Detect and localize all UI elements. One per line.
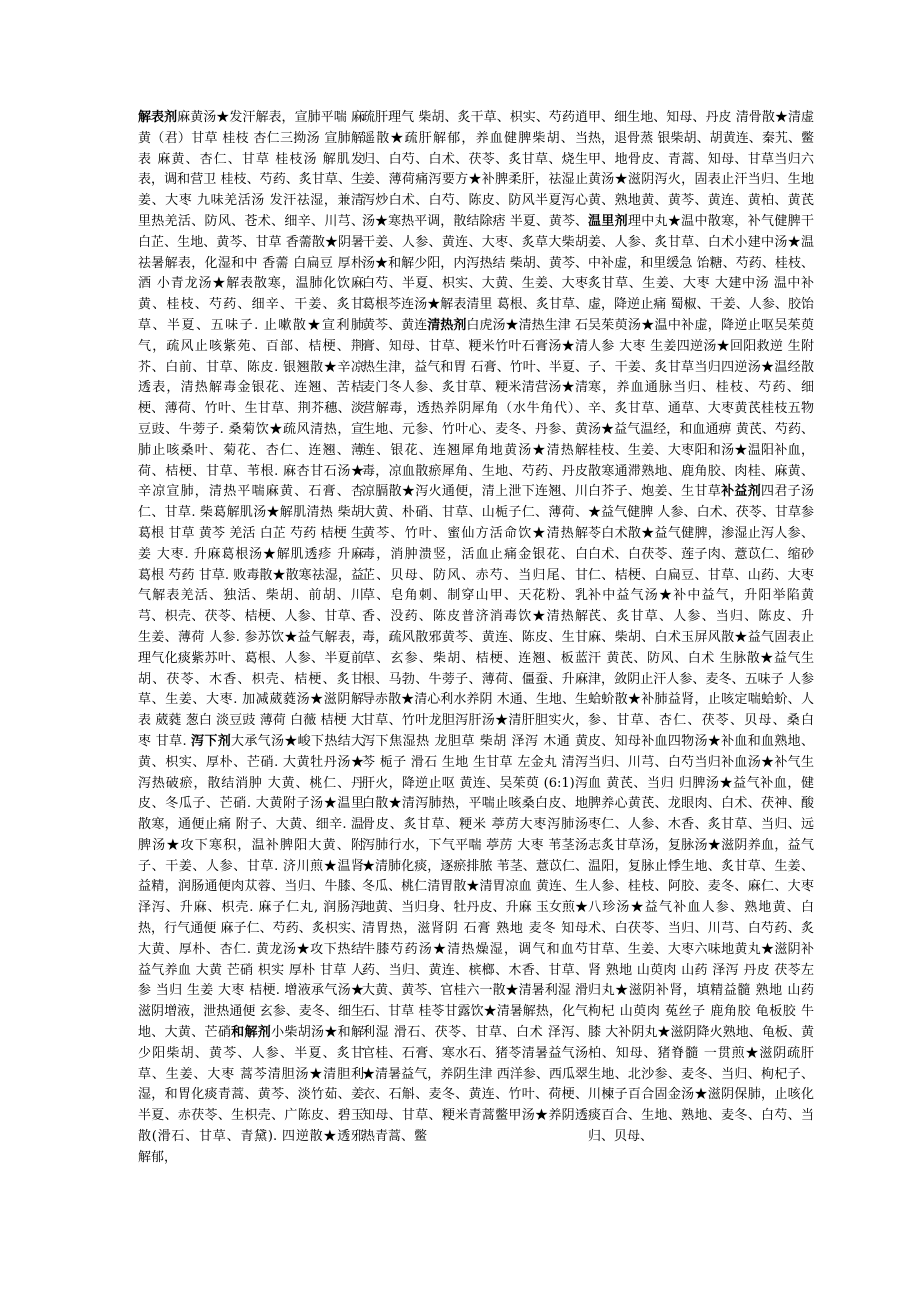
section-heading: 和解剂: [231, 1025, 272, 1041]
section-heading: 补益剂: [721, 484, 762, 500]
formula-text: 甲、细生地、知母、丹皮 清骨散★清虚热，退骨蒸 银柴胡、胡黄连、秦艽、鳖甲、地骨皮、青蒿、知母、甘草当归六黄汤★滋阴泻火，固表止汗当归、生地黄、熟地黄、黄芩、黄连、黄柏、黄芪: [588, 110, 814, 209]
formula-text: 麻黄汤★发汗解表，宣肺平喘 麻黄（君）甘草 桂枝 杏仁三拗汤 宣肺解表 麻黄、杏仁、甘草 桂枝汤 解肌发表，调和营卫 桂枝、芍药、炙甘草、生姜、大枣 九味羌活汤 发汗祛湿，兼清里热羌活、防风、苍术、细辛、川芎、白芷、生地、黄芩、甘草 香薷散★阴暑祛暑解表，化湿和中 香薷 白扁豆 厚朴 酒 小青龙汤★解表散寒，温肺化饮麻黄、桂枝、芍药、细辛、干姜、炙甘草、半夏、五味子. 止嗽散★宣利肺气，疏风止咳紫苑、百部、桔梗、荆芥、白前、甘草、陈皮. 银翘散★辛凉透表，清热解毒金银花、连翘、苦桔梗、薄荷、竹叶、生甘草、荆芥穗、淡豆豉、牛蒡子. 桑菊饮★疏风清热，宣肺止咳桑叶、菊花、杏仁、连翘、薄荷、桔梗、甘草、苇根. 麻杏甘石汤★辛凉宣肺，清热平喘麻黄、石膏、杏仁、甘草. 柴葛解肌汤★解肌清热 柴胡 葛根 甘草 黄芩 羌活 白芷 芍药 桔梗 生姜 大枣. 升麻葛根汤★解肌透疹 升麻 葛根 芍药 甘草. 败毒散★散寒祛湿，益气解表羌活、独活、柴胡、前胡、川芎、枳壳、茯苓、桔梗、人参、甘草、生姜、薄荷 人参. 参苏饮★益气解表，理气化痰紫苏叶、葛根、人参、半夏前胡、茯苓、木香、枳壳、桔梗、炙甘草、生姜、大枣. 加减葳蕤汤★滋阴解表 葳蕤 葱白 淡豆豉 薄荷 白薇 桔梗 大枣 甘草.: [138, 110, 364, 749]
text-column-2: [362, 108, 588, 1288]
formula-text: 疏肝理气 柴胡、炙干草、枳实、芍药逍遥散★疏肝解郁，养血健脾柴胡、当归、白芍、白术、茯苓、炙甘草、烧生姜、薄荷痛泻要方★补脾柔肝，祛湿止泻炒白术、白芍、陈皮、防风半夏泻心汤★寒热平调，散结除痞 半夏、黄芩、干姜、人参、黄连、大枣、炙草大柴胡汤★和解少阳，内泻热结 柴胡、黄芩、白芍、半夏、枳实、大黄、生姜、大枣葛根芩连汤★解表清里 葛根、炙甘草、黄芩、黄连: [362, 110, 588, 333]
formula-text: 小柴胡汤★和解少阳柴胡、黄芩、人参、半夏、炙甘草、生姜、大枣 蒿芩清胆汤★清胆利湿，和胃化痰青蒿、黄芩、淡竹茹、姜半夏、赤茯苓、生枳壳、广陈皮、碧玉散(滑石、甘草、青黛). 四逆散★透邪解郁，: [138, 1025, 364, 1165]
section-heading: 温里剂: [588, 213, 628, 229]
section-heading: 解表剂: [138, 110, 178, 125]
formula-text: 白虎汤★清热生津 石膏、知母、甘草、粳米竹叶石膏汤★清热生津，益气和胃 石膏、竹叶、半夏、麦门冬人参、炙甘草、粳米清营汤★清营解毒，透热养阴犀角（水牛角代）、生地、元参、竹叶心、麦冬、丹参、黄连、银花、连翘犀角地黄汤★清热解毒，凉血散瘀犀角、生地、芍药、丹皮凉膈散★泻火通便，清上泄下连翘、川大黄、朴硝、甘草、山栀子仁、薄荷、黄芩、竹叶、蜜仙方活命饮★清热解毒，消肿溃竖，活血止痛金银花、白芷、贝母、防风、赤芍、当归尾、甘草、皂角刺、制穿山甲、天花粉、乳香、没药、陈皮普济消毒饮★清热解毒，疏风散邪黄芩、黄连、陈皮、生甘草、玄参、柴胡、桔梗、连翘、板蓝根、马勃、牛蒡子、薄荷、僵蚕、升麻导赤散★清心利水养阴 木通、生地、生甘草、竹叶龙胆泻肝汤★清肝胆实火，泻下焦湿热 龙胆草 柴胡 泽泻 木通 黄芩 栀子 滑石 生地 生甘草 左金丸 清泻肝火，降逆止呕 黄连、吴茱萸 (6:1)泻白散★清泻肺热，平喘止咳桑白皮、地骨皮、炙甘草、粳米 葶苈大枣泻肺汤 泻肺行水，下气平喘 葶苈 大枣 苇茎汤★清肺化痰，逐瘀排脓 苇茎、薏苡仁、冬瓜、桃仁清胃散★清胃凉血 黄连、生地黄、当归身、牡丹皮、升麻 玉女煎★清胃热，滋肾阴 石膏 熟地 麦冬 知母 牛膝芍药汤★清热燥湿，调气和血芍药、当归、黄连、槟榔、木香、甘草、大黄、黄芩、官桂六一散★清暑利湿 滑石、甘草 桂苓甘露饮★清暑解热，化气利湿 滑石、茯苓、甘草、白术 泽泻、官桂、石膏、寒水石、猪苓清暑益气汤★清暑益气，养阴生津 西洋参、西瓜翠衣、石斛、麦冬、黄连、竹叶、荷梗、知母、甘草、粳米青蒿鳖甲汤★养阴透热青蒿、鳖: [362, 317, 588, 1145]
section-heading: 泻下剂: [191, 733, 232, 749]
formula-text: 理中丸★温中散寒，补气健脾干姜、人参、炙甘草、白术小建中汤★温中补虚，和里缓急 饴糖、芍药、桂枝、炙甘草、生姜、大枣 大建中汤 温中补虚，降逆止痛 蜀椒、干姜、人参、胶饴 吴茱萸汤★温中补虚，降逆止呕吴茱萸 人参 大枣 生姜四逆汤★回阳救逆 生附子、干姜、炙甘草当归四逆汤★温经散寒，养血通脉当归、桂枝、芍药、细辛、炙甘草、通草、大枣黄芪桂枝五物汤★益气温经，和血通痹 黄芪、芍药、桂枝、生姜、大枣阳和汤★温阳补血，散寒通滞熟地、鹿角胶、肉桂、麻黄、白芥子、炮姜、生甘草: [588, 213, 814, 500]
text-column-3: [588, 108, 814, 1288]
section-heading: 清热剂: [427, 317, 467, 333]
formula-text: 大承气汤★峻下热结大黄、枳实、厚朴、芒硝. 大黄牡丹汤★泻热破瘀，散结消肿 大黄、桃仁、丹皮、冬瓜子、芒硝. 大黄附子汤★温里散寒，通便止痛 附子、大黄、细辛. 温脾汤★攻下寒积，温补脾阳大黄、附子、干姜、人参、甘草. 济川煎★温肾益精，润肠通便肉苁蓉、当归、牛膝、泽泻、升麻、枳壳. 麻子仁丸, 润肠泻热，行气通便 麻子仁、芍药、炙枳实、大黄、厚朴、杏仁. 黄龙汤★攻下热结 益气养血 大黄 芒硝 枳实 厚朴 甘草 人参 当归 生姜 大枣 桔梗. 增液承气汤★滋阴增液，泄热通便 玄参、麦冬、细生地、大黄、芒硝: [138, 733, 364, 1041]
text-column-1: [138, 108, 364, 1288]
formula-text: 四君子汤★益气健脾 人参、白术、茯苓、甘草参苓白术散★益气健脾，渗湿止泻人参、白术、白茯苓、莲子肉、薏苡仁、缩砂仁、桔梗、白扁豆、甘草、山药、大枣 补中益气汤★补中益气，升阳举陷黄芪、炙甘草、人参、当归、陈皮、升麻、柴胡、白术玉屏风散★益气固表止汗 黄芪、防风、白术 生脉散★益气生津，敛阴止汗人参、麦冬、五味子 人参蛤蚧散★补肺益肾，止咳定喘蛤蚧、人参、甘草、杏仁、茯苓、贝母、桑白皮、知母补血四物汤★补血和血熟地、当归、川芎、白芍当归补血汤★补气生血 黄芪、当归 归脾汤★益气补血，健脾养心黄芪、龙眼肉、白术、茯神、酸枣仁、人参、木香、炙甘草、当归、远志炙甘草汤，复脉汤★滋阴养血，益气温阳，复脉止悸生地、炙甘草、生姜、人参、桂枝、阿胶、麦冬、麻仁、大枣 八珍汤★益气补血人参、熟地黄、白术、白茯苓、当归、川芎、白芍药、炙甘草、生姜、大枣六味地黄丸★滋阴补肾 熟地 山萸肉 山药 泽泻 丹皮 茯苓左归丸★滋阴补肾，填精益髓 熟地 山药 枸杞 山萸肉 菟丝子 鹿角胶 龟板胶 牛膝 大补阴丸★滋阴降火熟地、龟板、黄柏、知母、猪脊髓 一贯煎★滋阴疏肝 生地、北沙参、麦冬、当归、枸杞子、川楝子百合固金汤★滋阴保肺，止咳化痰百合、生地、熟地、麦冬、白芍、当归、贝母、: [588, 484, 814, 1145]
